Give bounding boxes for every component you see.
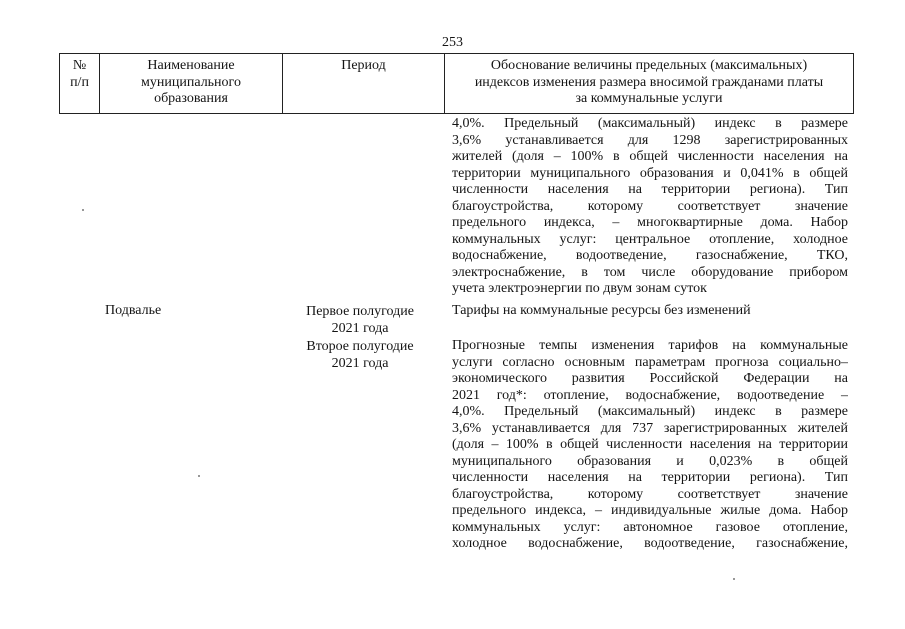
municipality-name: Подвалье: [105, 303, 162, 318]
header-text: муниципального: [141, 74, 241, 90]
text-line: водоснабжение, водоотведение, газоснабжение, ТКО,: [452, 248, 848, 263]
basis-first-half: [452, 303, 848, 320]
text-line: 4,0%. Предельный (максимальный) индекс в размере: [452, 404, 848, 419]
header-text: Обоснование величины предельных (максимальных): [490, 58, 808, 73]
text-line: предельного индекса, – индивидуальные жилые дома. Набор: [452, 503, 848, 518]
text-line: 3,6% устанавливается для 737 зарегистрированных жителей: [452, 420, 848, 436]
scan-speck: [198, 475, 200, 477]
scan-speck: [82, 209, 84, 211]
scan-speck: [733, 578, 735, 580]
header-col-number: [60, 54, 99, 113]
text-line: благоустройства, которому соответствует значение: [452, 486, 848, 502]
header-text: за коммунальные услуги: [575, 91, 723, 106]
header-text: Наименование: [147, 58, 235, 73]
header-text: №: [72, 58, 87, 73]
text-line: 3,6% устанавливается для 1298 зарегистрированных: [452, 132, 848, 148]
period-text: Первое полугодие: [306, 304, 414, 319]
text-line: численности населения на территории региона). Тип: [452, 470, 848, 485]
header-col-municipality: [99, 54, 282, 113]
header-text: образования: [154, 91, 228, 106]
header-text: индексов изменения размера вносимой гражданами платы: [474, 74, 824, 90]
text-line: коммунальных услуг: центральное отопление, холодное: [452, 231, 848, 247]
continuation-paragraph: [452, 116, 848, 298]
period-text: 2021 года: [331, 320, 389, 336]
text-line: предельного индекса, – многоквартирные дома. Набор: [452, 215, 848, 230]
text-line: благоустройства, которому соответствует значение: [452, 198, 848, 214]
text-line: холодное водоснабжение, водоотведение, газоснабжение,: [452, 536, 848, 551]
text-line: территории муниципального образования и 0,041% в общей: [452, 165, 848, 181]
text-line: учета электроэнергии по двум зонам суток: [452, 281, 707, 296]
header-text: п/п: [70, 74, 89, 90]
period-text: 2021 года: [331, 355, 389, 371]
period-second-half: [300, 338, 420, 371]
text-line: Тарифы на коммунальные ресурсы без изменений: [452, 303, 751, 318]
period-text: Второе полугодие: [306, 339, 414, 354]
text-line: 4,0%. Предельный (максимальный) индекс в размере: [452, 116, 848, 131]
text-line: (доля – 100% в общей численности населения на территории: [452, 437, 848, 452]
text-line: численности населения на территории региона). Тип: [452, 182, 848, 197]
text-line: 2021 год*: отопление, водоснабжение, водоотведение –: [452, 387, 848, 403]
table-header: [59, 53, 854, 114]
page-number: 253: [442, 35, 463, 50]
basis-second-half: [452, 338, 848, 553]
header-col-period: [282, 54, 444, 113]
text-line: коммунальных услуг: автономное газовое отопление,: [452, 519, 848, 535]
text-line: жителей (доля – 100% в общей численности населения на: [452, 149, 848, 164]
text-line: муниципального образования и 0,023% в общей: [452, 453, 848, 469]
header-col-basis: [444, 54, 853, 113]
text-line: электроснабжение, в том числе оборудование прибором: [452, 264, 848, 280]
text-line: услуги согласно основным параметрам прогноза социально–: [452, 354, 848, 370]
period-first-half: [300, 303, 420, 336]
header-text: Период: [341, 58, 386, 73]
text-line: Прогнозные темпы изменения тарифов на коммунальные: [452, 338, 848, 353]
text-line: экономического развития Российской Федерации на: [452, 371, 848, 386]
